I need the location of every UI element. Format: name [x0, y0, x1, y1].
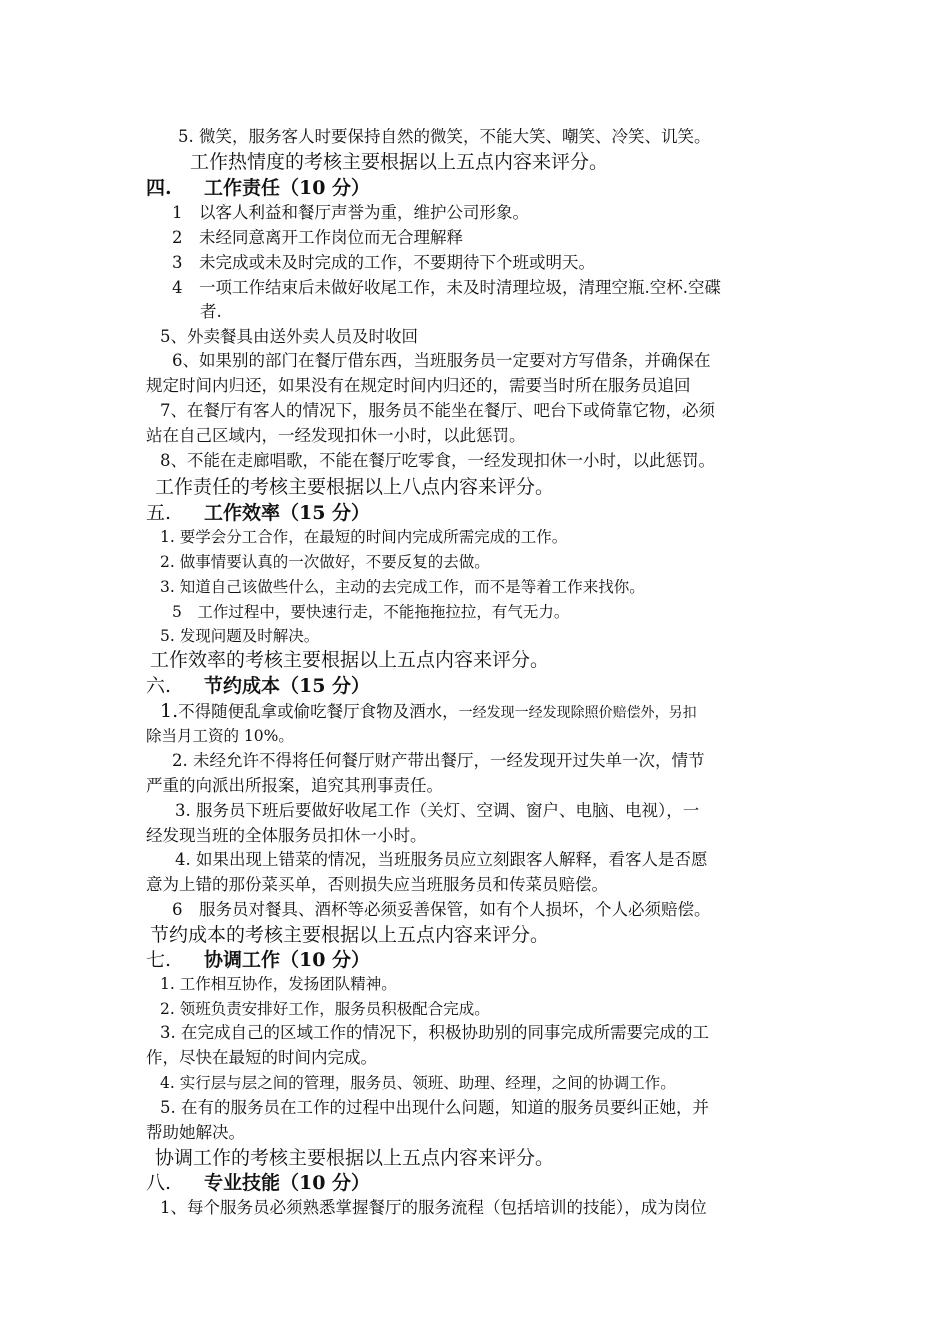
list-item: 2. 领班负责安排好工作，服务员积极配合完成。 [160, 1000, 490, 1018]
list-item: 4. 如果出现上错菜的情况，当班服务员应立刻跟客人解释，看客人是否愿 [175, 850, 708, 869]
list-item-continuation: 严重的向派出所报案，追究其刑事责任。 [146, 776, 443, 795]
list-item-continuation: 帮助她解决。 [146, 1123, 245, 1142]
list-item: 1 以客人利益和餐厅声誉为重，维护公司形象。 [172, 203, 529, 222]
heading-title: 协调工作（10 分） [204, 949, 371, 971]
section-summary: 工作效率的考核主要根据以上五点内容来评分。 [150, 649, 550, 671]
list-item: 3. 知道自己该做些什么，主动的去完成工作，而不是等着工作来找你。 [160, 578, 645, 596]
list-item: 2 未经同意离开工作岗位而无合理解释 [172, 228, 463, 247]
section-heading-6 [146, 674, 370, 698]
list-item-continuation: 规定时间内归还，如果没有在规定时间内归还的，需要当时所在服务员追回 [146, 376, 691, 395]
list-item: 6、如果别的部门在餐厅借东西，当班服务员一定要对方写借条，并确保在 [172, 351, 711, 370]
list-item-continuation: 意为上错的那份菜买单，否则损失应当班服务员和传菜员赔偿。 [146, 875, 608, 894]
item-text: 不得随便乱拿或偷吃餐厅食物及酒水， [178, 702, 459, 721]
list-item: 5. 发现问题及时解决。 [160, 627, 320, 645]
heading-number: 六. [146, 675, 172, 697]
section-summary: 协调工作的考核主要根据以上五点内容来评分。 [155, 1147, 555, 1169]
list-item-continuation: 除当月工资的 10%。 [146, 727, 294, 745]
list-item-continuation: 站在自己区域内，一经发现扣休一小时，以此惩罚。 [146, 426, 526, 445]
heading-number: 八. [146, 1172, 172, 1194]
list-item: 1、每个服务员必须熟悉掌握餐厅的服务流程（包括培训的技能），成为岗位 [160, 1198, 707, 1217]
heading-title: 专业技能（10 分） [204, 1172, 371, 1194]
list-item: 7、在餐厅有客人的情况下，服务员不能坐在餐厅、吧台下或倚靠它物，必须 [160, 401, 715, 420]
section-summary: 工作热情度的考核主要根据以上五点内容来评分。 [190, 151, 609, 173]
heading-title: 节约成本（15 分） [204, 675, 371, 697]
list-item: 3. 服务员下班后要做好收尾工作（关灯、空调、窗户、电脑、电视），一 [175, 801, 700, 820]
list-item: 6 服务员对餐具、酒杯等必须妥善保管，如有个人损坏，个人必须赔偿。 [172, 900, 711, 919]
list-item: 5 工作过程中，要快速行走，不能拖拖拉拉，有气无力。 [172, 603, 570, 621]
list-item: 4 一项工作结束后未做好收尾工作，未及时清理垃圾，清理空瓶.空杯.空碟 [172, 278, 721, 297]
list-item: 5. 在有的服务员在工作的过程中出现什么问题，知道的服务员要纠正她，并 [160, 1098, 709, 1117]
list-item-continuation: 作，尽快在最短的时间内完成。 [146, 1048, 377, 1067]
list-item-continuation: 者. [200, 302, 222, 321]
section-heading-5 [146, 501, 370, 525]
item-number: 1. [160, 700, 179, 722]
heading-title: 工作责任（10 分） [204, 177, 371, 199]
list-item: 3. 在完成自己的区域工作的情况下，积极协助别的同事完成所需要完成的工 [160, 1023, 709, 1042]
list-item: 5、外卖餐具由送外卖人员及时收回 [160, 327, 418, 346]
list-item: 4. 实行层与层之间的管理，服务员、领班、助理、经理，之间的协调工作。 [160, 1074, 676, 1092]
section-heading-7 [146, 948, 370, 972]
list-item: 8、不能在走廊唱歌，不能在餐厅吃零食，一经发现扣休一小时，以此惩罚。 [160, 451, 715, 470]
section-summary: 工作责任的考核主要根据以上八点内容来评分。 [155, 476, 555, 498]
heading-title: 工作效率（15 分） [204, 502, 371, 524]
heading-number: 四. [146, 177, 172, 199]
list-item: 1. 要学会分工合作，在最短的时间内完成所需完成的工作。 [160, 528, 568, 546]
heading-number: 五. [146, 502, 172, 524]
list-item [160, 700, 697, 724]
section-summary: 节约成本的考核主要根据以上五点内容来评分。 [150, 924, 550, 946]
list-item: 5. 微笑，服务客人时要保持自然的微笑，不能大笑、嘲笑、冷笑、讥笑。 [178, 127, 711, 146]
section-heading-4 [146, 176, 370, 200]
list-item: 2. 未经允许不得将任何餐厅财产带出餐厅，一经发现开过失单一次，情节 [172, 751, 705, 770]
item-text-small: 一经发现一经发现除照价赔偿外，另扣 [458, 705, 697, 721]
heading-number: 七. [146, 949, 172, 971]
list-item-continuation: 经发现当班的全体服务员扣休一小时。 [146, 826, 427, 845]
list-item: 1. 工作相互协作，发扬团队精神。 [160, 975, 397, 993]
list-item: 2. 做事情要认真的一次做好，不要反复的去做。 [160, 553, 490, 571]
list-item: 3 未完成或未及时完成的工作，不要期待下个班或明天。 [172, 253, 595, 272]
section-heading-8 [146, 1171, 370, 1195]
